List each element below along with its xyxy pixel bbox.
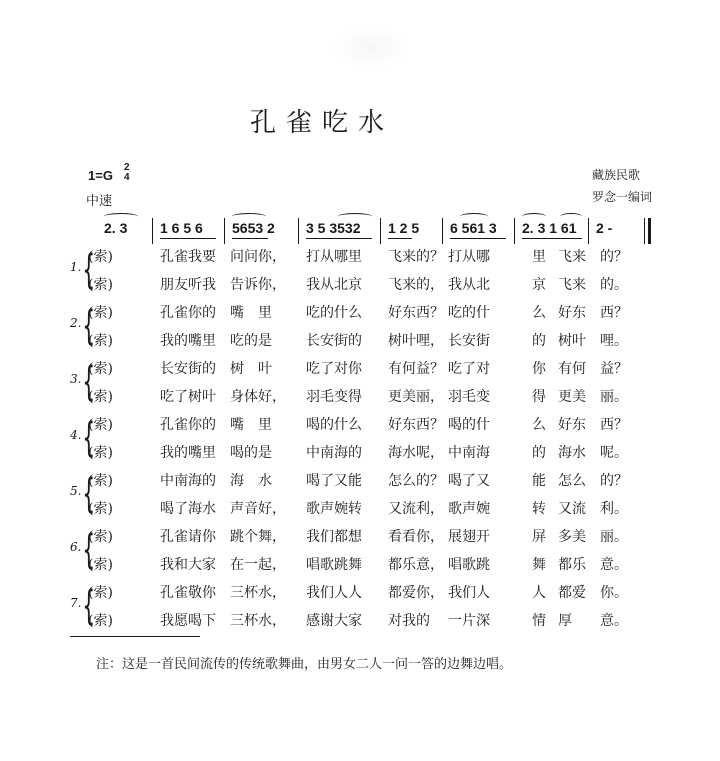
measure-5: 1 2 5 <box>388 220 420 236</box>
lyric-phrase: 树叶哩， <box>388 333 444 349</box>
song-origin: 藏族民歌 <box>592 168 641 182</box>
lyric-phrase: 得 <box>532 389 546 405</box>
lyric-phrase: 有何 <box>558 361 586 377</box>
lyric-interjection: (索) <box>88 249 113 265</box>
barline <box>298 218 299 244</box>
slur-mark <box>232 213 266 220</box>
barline <box>380 218 381 244</box>
lyric-line <box>0 330 720 354</box>
lyric-phrase: 好东西？ <box>388 305 444 321</box>
lyric-line <box>0 386 720 410</box>
lyric-phrase: 更美 <box>558 389 586 405</box>
lyric-phrase: 吃的什么 <box>306 305 362 321</box>
verse-brace: { <box>82 527 96 573</box>
lyric-interjection: (索) <box>88 333 113 349</box>
lyric-phrase: 羽毛变得 <box>306 389 362 405</box>
lyric-phrase: 更美丽， <box>388 389 444 405</box>
lyric-phrase: 唱歌跳舞 <box>306 557 362 573</box>
lyric-phrase: 意。 <box>600 557 628 573</box>
lyric-phrase: 你 <box>532 361 546 377</box>
verse-brace: { <box>82 247 96 293</box>
lyric-interjection: (索) <box>88 613 113 629</box>
lyric-phrase: 吃了对 <box>448 361 490 377</box>
lyric-phrase: 中南海的 <box>160 473 216 489</box>
barline <box>514 218 515 244</box>
lyric-line <box>0 526 720 550</box>
lyric-phrase: 西？ <box>600 305 628 321</box>
lyric-line <box>0 470 720 494</box>
lyric-phrase: 吃了对你 <box>306 361 362 377</box>
lyric-interjection: (索) <box>88 501 113 517</box>
lyric-phrase: 海水 <box>558 445 586 461</box>
verse-brace: { <box>82 303 96 349</box>
lyric-phrase: 歌声婉 <box>448 501 490 517</box>
lyric-interjection: (索) <box>88 529 113 545</box>
lyric-phrase: 海 水 <box>230 473 272 489</box>
lyric-interjection: (索) <box>88 473 113 489</box>
lyric-phrase: 我愿喝下 <box>160 613 216 629</box>
lyric-phrase: 好东西？ <box>388 417 444 433</box>
lyric-phrase: 中南海 <box>448 445 490 461</box>
lyric-phrase: 飞来 <box>558 277 586 293</box>
lyric-phrase: 人 <box>532 585 546 601</box>
measure-7: 2. 3 1 61 <box>522 220 577 236</box>
lyric-phrase: 都乐 <box>558 557 586 573</box>
lyric-phrase: 哩。 <box>600 333 628 349</box>
lyric-line <box>0 414 720 438</box>
lyric-interjection: (索) <box>88 557 113 573</box>
lyric-phrase: 对我的 <box>388 613 430 629</box>
lyric-phrase: 呢。 <box>600 445 628 461</box>
lyric-phrase: 的。 <box>600 277 628 293</box>
lyric-phrase: 在一起， <box>230 557 286 573</box>
lyricist-credit: 罗念一编词 <box>592 190 653 204</box>
beam-underline <box>450 238 506 239</box>
lyric-phrase: 唱歌跳 <box>448 557 490 573</box>
lyric-phrase: 能 <box>532 473 546 489</box>
slur-mark <box>338 213 372 220</box>
lyric-phrase: 都乐意， <box>388 557 444 573</box>
lyric-line <box>0 582 720 606</box>
lyric-interjection: (索) <box>88 305 113 321</box>
lyric-phrase: 跳个舞， <box>230 529 286 545</box>
lyric-phrase: 益？ <box>600 361 628 377</box>
lyric-phrase: 我从北 <box>448 277 490 293</box>
lyric-phrase: 朋友听我 <box>160 277 216 293</box>
lyric-phrase: 多美 <box>558 529 586 545</box>
slur-mark <box>460 213 488 220</box>
footnote: 注：这是一首民间流传的传统歌舞曲，由男女二人一问一答的边舞边唱。 <box>96 657 513 672</box>
measure-6: 6 561 3 <box>450 220 497 236</box>
lyric-line <box>0 246 720 270</box>
lyric-phrase: 都爱 <box>558 585 586 601</box>
lyric-phrase: 展翅开 <box>448 529 490 545</box>
barline <box>152 218 153 244</box>
lyric-line <box>0 274 720 298</box>
lyric-line <box>0 498 720 522</box>
measure-1: 2. 3 <box>104 220 128 236</box>
lyric-interjection: (索) <box>88 417 113 433</box>
lyric-line <box>0 302 720 326</box>
lyric-interjection: (索) <box>88 361 113 377</box>
lyric-phrase: 又流 <box>558 501 586 517</box>
verse-number: 7. <box>70 596 82 610</box>
lyric-phrase: 羽毛变 <box>448 389 490 405</box>
lyric-phrase: 长安街的 <box>306 333 362 349</box>
time-signature <box>124 163 130 183</box>
lyric-phrase: 的？ <box>600 249 628 265</box>
key-signature: 1=G <box>88 168 113 183</box>
final-barline-thick <box>648 218 651 244</box>
lyric-phrase: 飞来的？ <box>388 249 444 265</box>
lyric-phrase: 喝的是 <box>230 445 272 461</box>
time-bottom: 4 <box>124 172 130 183</box>
lyric-phrase: 打从哪 <box>448 249 490 265</box>
lyric-phrase: 长安街的 <box>160 361 216 377</box>
lyric-line <box>0 554 720 578</box>
lyric-phrase: 打从哪里 <box>306 249 362 265</box>
beam-underline <box>160 238 216 239</box>
lyric-phrase: 喝的什么 <box>306 417 362 433</box>
lyric-phrase: 海水呢， <box>388 445 444 461</box>
beam-underline <box>232 238 268 239</box>
lyric-phrase: 喝的什 <box>448 417 490 433</box>
lyric-phrase: 树 叶 <box>230 361 272 377</box>
lyric-phrase: 利。 <box>600 501 628 517</box>
slur-mark <box>560 213 582 220</box>
lyric-phrase: 怎么 <box>558 473 586 489</box>
lyric-phrase: 孔雀敬你 <box>160 585 216 601</box>
verse-number: 6. <box>70 540 82 554</box>
lyric-phrase: 又流利， <box>388 501 444 517</box>
lyric-phrase: 么 <box>532 305 546 321</box>
beam-underline <box>388 238 412 239</box>
lyric-phrase: 孔雀你的 <box>160 417 216 433</box>
slur-mark <box>522 213 546 220</box>
verse-number: 5. <box>70 484 82 498</box>
lyric-line <box>0 358 720 382</box>
lyric-phrase: 舞 <box>532 557 546 573</box>
lyric-phrase: 吃的是 <box>230 333 272 349</box>
lyric-phrase: 孔雀我要 <box>160 249 216 265</box>
footnote-rule <box>70 636 200 637</box>
lyric-phrase: 京 <box>532 277 546 293</box>
lyric-phrase: 飞来的， <box>388 277 444 293</box>
verse-brace: { <box>82 471 96 517</box>
lyric-phrase: 感谢大家 <box>306 613 362 629</box>
verse-number: 2. <box>70 316 82 330</box>
lyric-phrase: 喝了又能 <box>306 473 362 489</box>
lyric-phrase: 中南海的 <box>306 445 362 461</box>
faint-watermark <box>330 28 410 68</box>
lyric-phrase: 一片深 <box>448 613 490 629</box>
lyric-line <box>0 610 720 634</box>
lyric-phrase: 意。 <box>600 613 628 629</box>
lyric-phrase: 我的嘴里 <box>160 333 216 349</box>
lyric-phrase: 丽。 <box>600 529 628 545</box>
final-barline-thin <box>644 218 645 244</box>
barline <box>224 218 225 244</box>
lyric-phrase: 树叶 <box>558 333 586 349</box>
lyric-phrase: 吃的什 <box>448 305 490 321</box>
lyric-phrase: 声音好， <box>230 501 286 517</box>
measure-8: 2 - <box>596 220 613 236</box>
lyric-phrase: 好东 <box>558 305 586 321</box>
lyric-phrase: 看看你， <box>388 529 444 545</box>
lyric-phrase: 嘴 里 <box>230 305 272 321</box>
lyric-phrase: 我们都想 <box>306 529 362 545</box>
verse-brace: { <box>82 415 96 461</box>
lyric-phrase: 喝了又 <box>448 473 490 489</box>
lyric-phrase: 好东 <box>558 417 586 433</box>
lyric-interjection: (索) <box>88 585 113 601</box>
lyric-interjection: (索) <box>88 277 113 293</box>
lyric-line <box>0 442 720 466</box>
beam-underline <box>522 238 582 239</box>
lyric-phrase: 问问你， <box>230 249 286 265</box>
verse-brace: { <box>82 583 96 629</box>
song-title: 孔雀吃水 <box>250 108 395 138</box>
lyric-phrase: 歌声婉转 <box>306 501 362 517</box>
lyric-phrase: 孔雀请你 <box>160 529 216 545</box>
lyric-phrase: 喝了海水 <box>160 501 216 517</box>
lyric-phrase: 都爱你， <box>388 585 444 601</box>
lyric-phrase: 有何益？ <box>388 361 444 377</box>
lyric-phrase: 嘴 里 <box>230 417 272 433</box>
lyric-phrase: 厚 <box>558 613 572 629</box>
lyric-phrase: 情 <box>532 613 546 629</box>
lyric-phrase: 西？ <box>600 417 628 433</box>
lyric-phrase: 的？ <box>600 473 628 489</box>
lyric-phrase: 怎么的？ <box>388 473 444 489</box>
lyric-phrase: 飞来 <box>558 249 586 265</box>
measure-3: 5653 2 <box>232 220 275 236</box>
beam-underline <box>306 238 372 239</box>
verse-number: 3. <box>70 372 82 386</box>
lyric-phrase: 我们人人 <box>306 585 362 601</box>
barline <box>588 218 589 244</box>
lyric-phrase: 丽。 <box>600 389 628 405</box>
barline <box>442 218 443 244</box>
lyric-phrase: 吃了树叶 <box>160 389 216 405</box>
lyric-phrase: 的 <box>532 333 546 349</box>
verse-brace: { <box>82 359 96 405</box>
lyric-phrase: 的 <box>532 445 546 461</box>
lyric-phrase: 屏 <box>532 529 546 545</box>
lyric-interjection: (索) <box>88 445 113 461</box>
lyric-phrase: 么 <box>532 417 546 433</box>
verse-number: 1. <box>70 260 82 274</box>
lyric-phrase: 我从北京 <box>306 277 362 293</box>
lyric-phrase: 三杯水， <box>230 613 286 629</box>
lyric-phrase: 长安街 <box>448 333 490 349</box>
lyric-phrase: 身体好， <box>230 389 286 405</box>
lyric-phrase: 孔雀你的 <box>160 305 216 321</box>
verse-number: 4. <box>70 428 82 442</box>
tempo-marking: 中速 <box>86 194 113 209</box>
time-top: 2 <box>124 162 130 173</box>
lyric-phrase: 转 <box>532 501 546 517</box>
lyric-phrase: 我和大家 <box>160 557 216 573</box>
lyric-phrase: 三杯水， <box>230 585 286 601</box>
lyric-phrase: 我的嘴里 <box>160 445 216 461</box>
lyric-phrase: 告诉你， <box>230 277 286 293</box>
slur-mark <box>104 213 138 220</box>
measure-4: 3 5 3532 <box>306 220 361 236</box>
lyric-phrase: 你。 <box>600 585 628 601</box>
lyric-phrase: 我们人 <box>448 585 490 601</box>
measure-2: 1 6 5 6 <box>160 220 203 236</box>
lyric-phrase: 里 <box>532 249 546 265</box>
lyric-interjection: (索) <box>88 389 113 405</box>
